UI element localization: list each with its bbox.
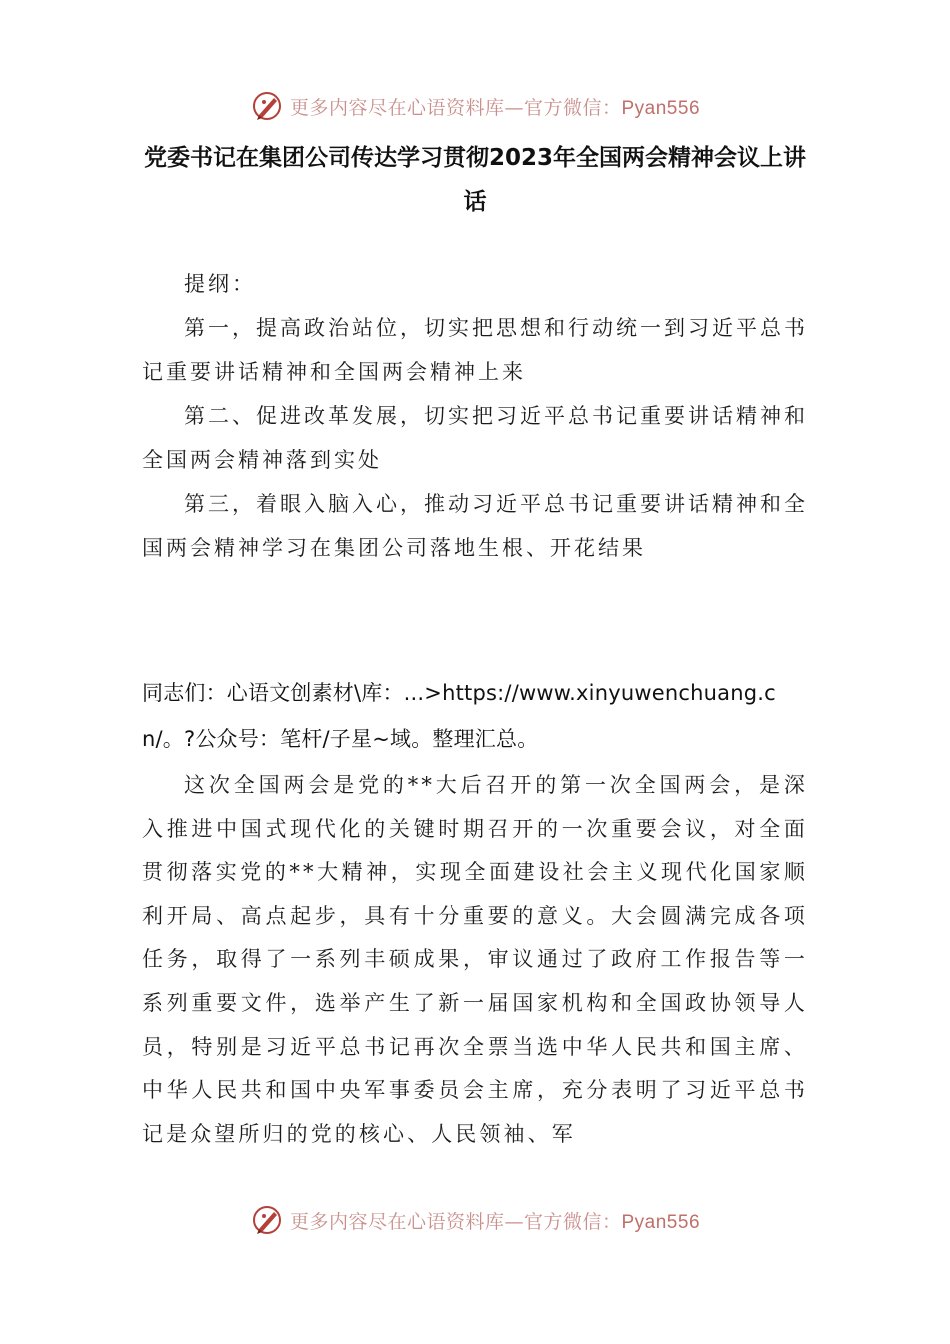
greeting-line: 同志们：心语文创素材\库：...>https://www.xinyuwenchuang.cn/。?公众号：笔杆/子星~域。整理汇总。 [142, 681, 776, 751]
body-paragraph: 这次全国两会是党的**大后召开的第一次全国两会，是深入推进中国式现代化的关键时期召开的一次重要会议，对全面贯彻落实党的**大精神，实现全面建设社会主义现代化国家顺利开局、高点起步，具有十分重要的意义。大会圆满完成各项任务，取得了一系列丰硕成果，审议通过了政府工作报告等一系列重要文件，选举产生了新一届国家机构和全国政协领导人员，特别是习近平总书记再次全票当选中华人民共和国主席、中华人民共和国中央军事委员会主席，充分表明了习近平总书记是众望所归的党的核心、人民领袖、军 [142, 773, 808, 1146]
document-title: 党委书记在集团公司传达学习贯彻2023年全国两会精神会议上讲话 [143, 145, 806, 215]
banner-text [290, 1207, 700, 1234]
banner-text-cn: 更多内容尽在心语资料库—官方微信： [289, 96, 622, 119]
pen-logo-icon [250, 89, 284, 123]
banner-wechat-id: Pyan556 [621, 97, 701, 119]
outline-label: 提纲： [184, 272, 256, 296]
outline-item: 第二、促进改革发展，切实把习近平总书记重要讲话精神和全国两会精神落到实处 [142, 404, 808, 472]
pen-logo-icon [250, 1203, 284, 1237]
outline-item: 第三，着眼入脑入心，推动习近平总书记重要讲话精神和全国两会精神学习在集团公司落地生根、开花结果 [142, 492, 808, 560]
banner-wechat-id: Pyan556 [621, 1211, 701, 1233]
banner-text [290, 93, 700, 120]
outline-item: 第一，提高政治站位，切实把思想和行动统一到习近平总书记重要讲话精神和全国两会精神上来 [142, 316, 808, 384]
footer-banner [0, 1200, 950, 1240]
outline-section [142, 262, 808, 570]
banner-text-cn: 更多内容尽在心语资料库—官方微信： [289, 1210, 622, 1233]
header-banner [0, 86, 950, 126]
